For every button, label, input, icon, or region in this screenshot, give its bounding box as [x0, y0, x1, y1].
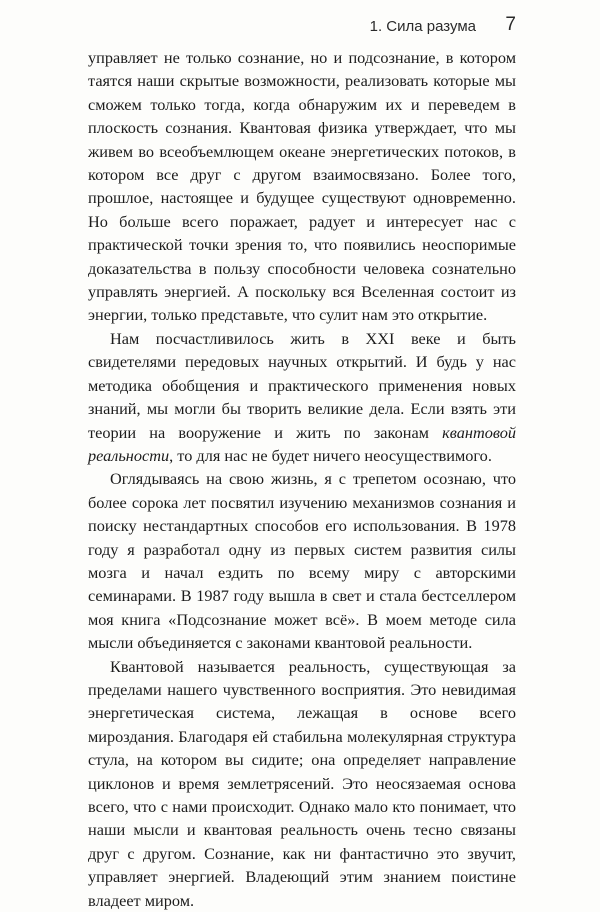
paragraph-3: Оглядываясь на свою жизнь, я с трепетом осознаю, что более сорока лет посвятил изучению механизмов сознания и поиску нестандартных способов его использования. В 1978 году я разработал одну из первых систем развития силы мозга и начал ездить по всему миру с авторскими семинарами. В 1987 году вышла в свет и стала бестселлером моя книга «Подсознание может всё». В моем методе сила мысли объединяется с законами квантовой реальности.: [88, 469, 516, 653]
page-number: 7: [505, 14, 516, 35]
running-head: 1. Сила разума: [369, 18, 476, 35]
page-header: [90, 14, 516, 40]
paragraph-2: Нам посчастливилось жить в XXI веке и быть свидетелями передовых научных открытий. И будь у нас методика обобщения и практического применения новых знаний, мы могли бы творить великие дела. Если взять эти теории на вооружение и жить по законам квантовой реальности, то для нас не будет ничего неосуществимого.: [88, 328, 516, 465]
emphasis-quantum-reality: квантовой реальности: [88, 422, 516, 465]
body-text: [88, 46, 516, 912]
paragraph-4: Квантовой называется реальность, существующая за пределами нашего чувственного восприятия. Это невидимая энергетическая система, лежащая в основе всего мироздания. Благодаря ей стабильна молекулярная структура стула, на котором вы сидите; она определяет направление циклонов и время землетрясений. Это неосязаемая основа всего, что с нами происходит. Однако мало кто понимает, что наши мысли и квантовая реальность очень тесно связаны друг с другом. Сознание, как ни фантастично это звучит, управляет энергией. Владеющий этим знанием поистине владеет миром.: [88, 656, 516, 910]
paragraph-1: управляет не только сознание, но и подсознание, в котором таятся наши скрытые возможности, реализовать которые мы сможем только тогда, когда обнаружим их и переведем в плоскость сознания. Квантовая физика утверждает, что мы живем во всеобъемлющем океане энергетических потоков, в котором все друг с другом взаимосвязано. Более того, прошлое, настоящее и будущее существуют одновременно. Но больше всего поражает, радует и интересует нас с практической точки зрения то, что появились неоспоримые доказательства в пользу способности человека сознательно управлять энергией. А поскольку вся Вселенная состоит из энергии, только представьте, что сулит нам это открытие.: [88, 48, 516, 325]
